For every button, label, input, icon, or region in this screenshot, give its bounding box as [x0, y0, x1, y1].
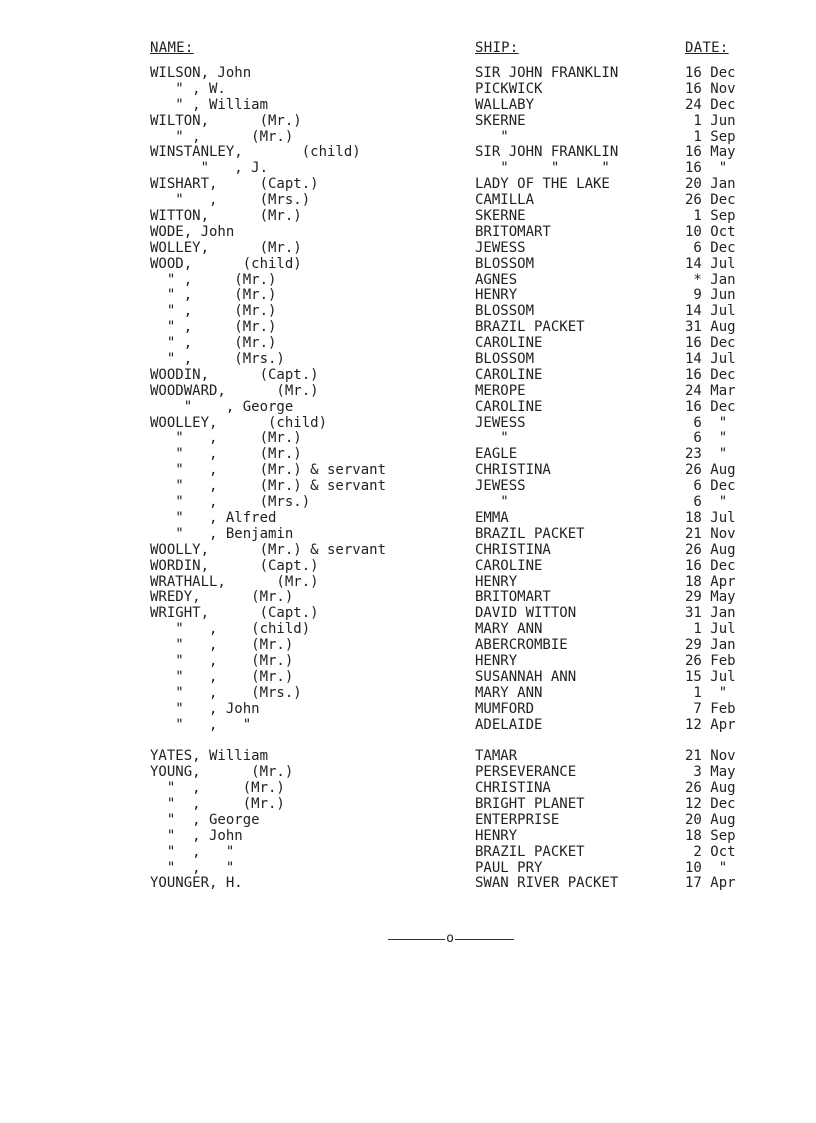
ship-name: PERSEVERANCE — [475, 764, 577, 781]
passenger-name: " , W. — [150, 80, 226, 97]
passenger-name: " , (Mrs.) — [150, 351, 285, 368]
ship-name: EMMA — [475, 509, 509, 526]
ship-name: AGNES — [475, 271, 518, 288]
arrival-date: 16 Dec — [685, 366, 736, 383]
header-name: NAME: — [150, 40, 194, 56]
list-row — [0, 479, 816, 495]
passenger-name: WILSON, John — [150, 65, 252, 81]
arrival-date: 26 Aug — [685, 462, 736, 479]
ship-name: CAROLINE — [475, 366, 543, 383]
passenger-name: " , (Mr.) — [150, 271, 277, 288]
ship-name: JEWESS — [475, 414, 526, 431]
arrival-date: 6 Dec — [685, 478, 736, 495]
passenger-name: WRATHALL, (Mr.) — [150, 573, 319, 590]
passenger-name: " , George — [150, 811, 260, 828]
arrival-date: 1 Jun — [685, 112, 736, 129]
list-row — [0, 733, 816, 749]
end-divider — [388, 932, 514, 946]
list-row — [0, 257, 816, 273]
ship-name: BLOSSOM — [475, 255, 535, 272]
divider-circle: o — [446, 931, 454, 946]
passenger-name: WOOLLY, (Mr.) & servant — [150, 541, 387, 558]
passenger-name: " , Alfred — [150, 509, 277, 526]
ship-name: ADELAIDE — [475, 716, 543, 733]
list-row — [0, 225, 816, 241]
arrival-date: 18 Jul — [685, 509, 736, 526]
passenger-name: WOOLLEY, (child) — [150, 414, 328, 431]
list-row — [0, 145, 816, 161]
arrival-date: 10 " — [685, 859, 728, 876]
arrival-date: 18 Apr — [685, 573, 736, 590]
arrival-date: 6 " — [685, 430, 728, 447]
list-row — [0, 845, 816, 861]
list-row — [0, 590, 816, 606]
passenger-name: " , J. — [150, 160, 269, 177]
ship-name: HENRY — [475, 287, 518, 304]
ship-name: BRITOMART — [475, 223, 551, 240]
arrival-date: 15 Jul — [685, 668, 736, 685]
arrival-date: 16 Dec — [685, 65, 736, 81]
list-row — [0, 876, 816, 892]
arrival-date: 1 Sep — [685, 128, 736, 145]
passenger-name: " , (child) — [150, 621, 311, 638]
list-row — [0, 288, 816, 304]
arrival-date: 14 Jul — [685, 351, 736, 368]
ship-name: EAGLE — [475, 446, 518, 463]
list-row — [0, 813, 816, 829]
passenger-name: " , (Mr.) — [150, 652, 294, 669]
passenger-name: " , (Mr.) — [150, 668, 294, 685]
arrival-date: 7 Feb — [685, 700, 736, 717]
arrival-date: 16 Dec — [685, 398, 736, 415]
arrival-date: 16 Dec — [685, 557, 736, 574]
arrival-date: 10 Oct — [685, 223, 736, 240]
passenger-name: WINSTANLEY, (child) — [150, 144, 361, 161]
ship-name: SKERNE — [475, 208, 526, 225]
ship-name: CAROLINE — [475, 398, 543, 415]
ship-name: DAVID WITTON — [475, 605, 577, 622]
list-row — [0, 416, 816, 432]
list-row — [0, 511, 816, 527]
list-row — [0, 66, 816, 82]
passenger-name: WOLLEY, (Mr.) — [150, 239, 302, 256]
passenger-name: WOODWARD, (Mr.) — [150, 382, 319, 399]
ship-name: HENRY — [475, 827, 518, 844]
list-row — [0, 447, 816, 463]
passenger-name: " , (Mrs.) — [150, 192, 311, 209]
list-row — [0, 114, 816, 130]
ship-name: SIR JOHN FRANKLIN — [475, 65, 619, 81]
passenger-name: " , (Mr.) — [150, 446, 302, 463]
list-row — [0, 638, 816, 654]
ship-name: JEWESS — [475, 239, 526, 256]
ship-name: CHRISTINA — [475, 462, 551, 479]
arrival-date: 14 Jul — [685, 303, 736, 320]
passenger-name: WODE, John — [150, 223, 235, 240]
list-row — [0, 241, 816, 257]
arrival-date: 26 Aug — [685, 780, 736, 797]
list-row — [0, 654, 816, 670]
arrival-date: 16 Dec — [685, 335, 736, 352]
ship-name: BLOSSOM — [475, 303, 535, 320]
list-row — [0, 495, 816, 511]
passenger-name: WITTON, (Mr.) — [150, 208, 302, 225]
passenger-name: WOOD, (child) — [150, 255, 302, 272]
passenger-name: WORDIN, (Capt.) — [150, 557, 319, 574]
list-row — [0, 193, 816, 209]
list-row — [0, 368, 816, 384]
list-row — [0, 304, 816, 320]
list-row — [0, 559, 816, 575]
arrival-date: 26 Aug — [685, 541, 736, 558]
ship-name: BRITOMART — [475, 589, 551, 606]
ship-name: MEROPE — [475, 382, 526, 399]
list-row — [0, 575, 816, 591]
passenger-name: " , (Mr.) — [150, 430, 302, 447]
arrival-date: 6 " — [685, 414, 728, 431]
arrival-date: 1 Jul — [685, 621, 736, 638]
ship-name: PICKWICK — [475, 80, 543, 97]
ship-name: LADY OF THE LAKE — [475, 176, 610, 193]
ship-name: BRAZIL PACKET — [475, 525, 585, 542]
arrival-date: 3 May — [685, 764, 736, 781]
arrival-date: 20 Jan — [685, 176, 736, 193]
arrival-date: 23 " — [685, 446, 728, 463]
list-row — [0, 527, 816, 543]
list-row — [0, 829, 816, 845]
arrival-date: 18 Sep — [685, 827, 736, 844]
arrival-date: 21 Nov — [685, 525, 736, 542]
ship-name: SIR JOHN FRANKLIN — [475, 144, 619, 161]
arrival-date: 14 Jul — [685, 255, 736, 272]
ship-name: CHRISTINA — [475, 541, 551, 558]
list-row — [0, 431, 816, 447]
arrival-date: 26 Dec — [685, 192, 736, 209]
list-row — [0, 130, 816, 146]
passenger-name: " , " — [150, 716, 252, 733]
ship-name: JEWESS — [475, 478, 526, 495]
arrival-date: 29 May — [685, 589, 736, 606]
arrival-date: 12 Dec — [685, 795, 736, 812]
column-headers — [0, 40, 816, 58]
passenger-name: WILTON, (Mr.) — [150, 112, 302, 129]
ship-name: TAMAR — [475, 748, 518, 765]
arrival-date: 21 Nov — [685, 748, 736, 765]
list-row — [0, 400, 816, 416]
passenger-name: YOUNG, (Mr.) — [150, 764, 294, 781]
ship-name: ABERCROMBIE — [475, 637, 568, 654]
arrival-date: 31 Jan — [685, 605, 736, 622]
ship-name: MARY ANN — [475, 621, 543, 638]
header-ship: SHIP: — [475, 40, 519, 56]
passenger-name: WISHART, (Capt.) — [150, 176, 319, 193]
list-row — [0, 797, 816, 813]
passenger-name: WREDY, (Mr.) — [150, 589, 294, 606]
ship-name: MUMFORD — [475, 700, 535, 717]
passenger-name: WRIGHT, (Capt.) — [150, 605, 319, 622]
list-row — [0, 686, 816, 702]
arrival-date: 16 " — [685, 160, 728, 177]
list-row — [0, 320, 816, 336]
list-row — [0, 622, 816, 638]
passenger-name: YOUNGER, H. — [150, 875, 243, 892]
arrival-date: 26 Feb — [685, 652, 736, 669]
passenger-name: " , John — [150, 827, 243, 844]
list-row — [0, 543, 816, 559]
list-row — [0, 718, 816, 734]
header-date: DATE: — [685, 40, 729, 56]
list-row — [0, 82, 816, 98]
ship-name: HENRY — [475, 652, 518, 669]
arrival-date: 24 Mar — [685, 382, 736, 399]
list-row — [0, 98, 816, 114]
ship-name: ENTERPRISE — [475, 811, 560, 828]
list-row — [0, 273, 816, 289]
arrival-date: 6 Dec — [685, 239, 736, 256]
ship-name: " " " — [475, 160, 610, 177]
ship-name: BRAZIL PACKET — [475, 843, 585, 860]
list-row — [0, 861, 816, 877]
passenger-name: " , (Mrs.) — [150, 684, 302, 701]
ship-name: BLOSSOM — [475, 351, 535, 368]
ship-name: " — [475, 128, 509, 145]
arrival-date: 29 Jan — [685, 637, 736, 654]
ship-name: WALLABY — [475, 96, 535, 113]
arrival-date: 24 Dec — [685, 96, 736, 113]
ship-name: CAMILLA — [475, 192, 535, 209]
passenger-name: WOODIN, (Capt.) — [150, 366, 319, 383]
arrival-date: 31 Aug — [685, 319, 736, 336]
list-row — [0, 781, 816, 797]
arrival-date: * Jan — [685, 271, 736, 288]
ship-name: SKERNE — [475, 112, 526, 129]
passenger-name: " , (Mr.) — [150, 335, 277, 352]
ship-name: CAROLINE — [475, 557, 543, 574]
passenger-name: " , William — [150, 96, 269, 113]
passenger-name: " , George — [150, 398, 294, 415]
arrival-date: 2 Oct — [685, 843, 736, 860]
passenger-name: " , Benjamin — [150, 525, 294, 542]
passenger-name: " , (Mr.) — [150, 128, 294, 145]
ship-name: CAROLINE — [475, 335, 543, 352]
ship-name: CHRISTINA — [475, 780, 551, 797]
list-row — [0, 765, 816, 781]
list-row — [0, 670, 816, 686]
ship-name: " — [475, 430, 509, 447]
list-row — [0, 749, 816, 765]
passenger-list — [0, 66, 816, 892]
passenger-name: YATES, William — [150, 748, 269, 765]
passenger-name: " , (Mr.) — [150, 319, 277, 336]
list-row — [0, 606, 816, 622]
passenger-name: " , John — [150, 700, 260, 717]
arrival-date: 1 " — [685, 684, 728, 701]
passenger-name: " , (Mrs.) — [150, 494, 311, 511]
arrival-date: 1 Sep — [685, 208, 736, 225]
passenger-name: " , (Mr.) — [150, 780, 285, 797]
ship-name: PAUL PRY — [475, 859, 543, 876]
list-row — [0, 384, 816, 400]
list-row — [0, 702, 816, 718]
passenger-name: " , " — [150, 843, 235, 860]
passenger-name: " , (Mr.) — [150, 637, 294, 654]
arrival-date: 17 Apr — [685, 875, 736, 892]
arrival-date: 16 May — [685, 144, 736, 161]
ship-name: SUSANNAH ANN — [475, 668, 577, 685]
passenger-name: " , (Mr.) & servant — [150, 462, 387, 479]
ship-name: HENRY — [475, 573, 518, 590]
list-row — [0, 336, 816, 352]
passenger-name: " , (Mr.) — [150, 287, 277, 304]
list-row — [0, 209, 816, 225]
list-row — [0, 161, 816, 177]
ship-name: BRAZIL PACKET — [475, 319, 585, 336]
list-row — [0, 352, 816, 368]
ship-name: MARY ANN — [475, 684, 543, 701]
passenger-name: " , (Mr.) — [150, 795, 285, 812]
arrival-date: 6 " — [685, 494, 728, 511]
passenger-name: " , (Mr.) — [150, 303, 277, 320]
list-row — [0, 463, 816, 479]
ship-name: " — [475, 494, 509, 511]
passenger-name: " , " — [150, 859, 235, 876]
ship-name: SWAN RIVER PACKET — [475, 875, 619, 892]
arrival-date: 12 Apr — [685, 716, 736, 733]
arrival-date: 16 Nov — [685, 80, 736, 97]
ship-name: BRIGHT PLANET — [475, 795, 585, 812]
passenger-name: " , (Mr.) & servant — [150, 478, 387, 495]
arrival-date: 20 Aug — [685, 811, 736, 828]
arrival-date: 9 Jun — [685, 287, 736, 304]
list-row — [0, 177, 816, 193]
